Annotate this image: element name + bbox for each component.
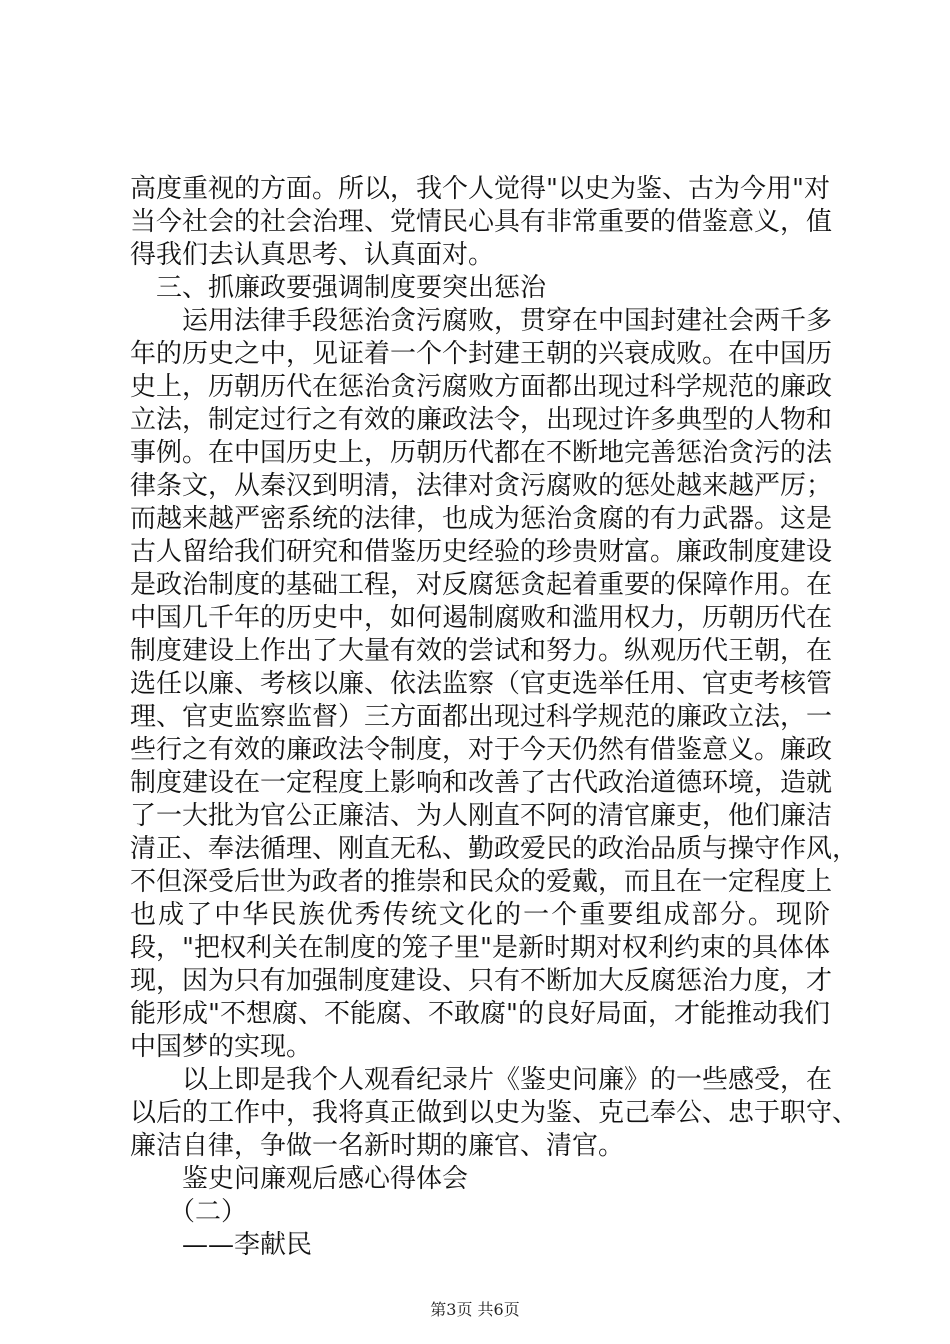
body-line: 事例。在中国历史上，历朝历代都在不断地完善惩治贪污的法	[130, 438, 833, 468]
page-footer: 第3页 共6页	[430, 1300, 520, 1319]
body-line: 律条文，从秦汉到明清，法律对贪污腐败的惩处越来越严厉；	[130, 471, 833, 501]
body-line: 史上，历朝历代在惩治贪污腐败方面都出现过科学规范的廉政	[130, 372, 833, 402]
body-line: 立法，制定过行之有效的廉政法令，出现过许多典型的人物和	[130, 405, 833, 435]
body-line: 而越来越严密系统的法律，也成为惩治贪腐的有力武器。这是	[130, 504, 833, 534]
subtitle-number: （二）	[130, 1197, 248, 1227]
body-line: 也成了中华民族优秀传统文化的一个重要组成部分。现阶	[130, 900, 830, 930]
body-line: 古人留给我们研究和借鉴历史经验的珍贵财富。廉政制度建设	[130, 537, 833, 567]
body-line: 些行之有效的廉政法令制度，对于今天仍然有借鉴意义。廉政	[130, 735, 833, 765]
body-line: 段，"把权利关在制度的笼子里"是新时期对权利约束的具体体	[130, 933, 830, 963]
body-line: 理、官吏监察监督）三方面都出现过科学规范的廉政立法，一	[130, 702, 833, 732]
body-line: 现，因为只有加强制度建设、只有不断加大反腐惩治力度，才	[130, 966, 833, 996]
author-line: ——李献民	[130, 1230, 313, 1260]
subtitle-line: 鉴史问廉观后感心得体会	[130, 1164, 469, 1194]
body-line: 能形成"不想腐、不能腐、不敢腐"的良好局面，才能推动我们	[130, 999, 830, 1029]
body-line: 当今社会的社会治理、党情民心具有非常重要的借鉴意义，值	[130, 207, 833, 237]
body-line: 是政治制度的基础工程，对反腐惩贪起着重要的保障作用。在	[130, 570, 833, 600]
body-line: 运用法律手段惩治贪污腐败，贯穿在中国封建社会两千多	[130, 306, 833, 336]
body-line: 廉洁自律，争做一名新时期的廉官、清官。	[130, 1131, 625, 1161]
body-line: 制度建设上作出了大量有效的尝试和努力。纵观历代王朝，在	[130, 636, 833, 666]
body-line: 以上即是我个人观看纪录片《鉴史问廉》的一些感受，在	[130, 1065, 833, 1095]
body-line: 了一大批为官公正廉洁、为人刚直不阿的清官廉吏，他们廉洁	[130, 801, 833, 831]
body-line: 选任以廉、考核以廉、依法监察（官吏选举任用、官吏考核管	[130, 669, 833, 699]
body-line: 中国几千年的历史中，如何遏制腐败和滥用权力，历朝历代在	[130, 603, 833, 633]
body-line: 中国梦的实现。	[130, 1032, 313, 1062]
body-line: 不但深受后世为政者的推崇和民众的爱戴，而且在一定程度上	[130, 867, 833, 897]
body-line: 得我们去认真思考、认真面对。	[130, 240, 495, 270]
body-line: 高度重视的方面。所以，我个人觉得"以史为鉴、古为今用"对	[130, 174, 830, 204]
body-line: 以后的工作中，我将真正做到以史为鉴、克己奉公、忠于职守、	[130, 1098, 859, 1128]
body-line: 制度建设在一定程度上影响和改善了古代政治道德环境，造就	[130, 768, 833, 798]
body-line: 年的历史之中，见证着一个个封建王朝的兴衰成败。在中国历	[130, 339, 833, 369]
body-line: 清正、奉法循理、刚直无私、勤政爱民的政治品质与操守作风，	[130, 834, 859, 864]
section-heading: 三、抓廉政要强调制度要突出惩治	[130, 273, 547, 303]
